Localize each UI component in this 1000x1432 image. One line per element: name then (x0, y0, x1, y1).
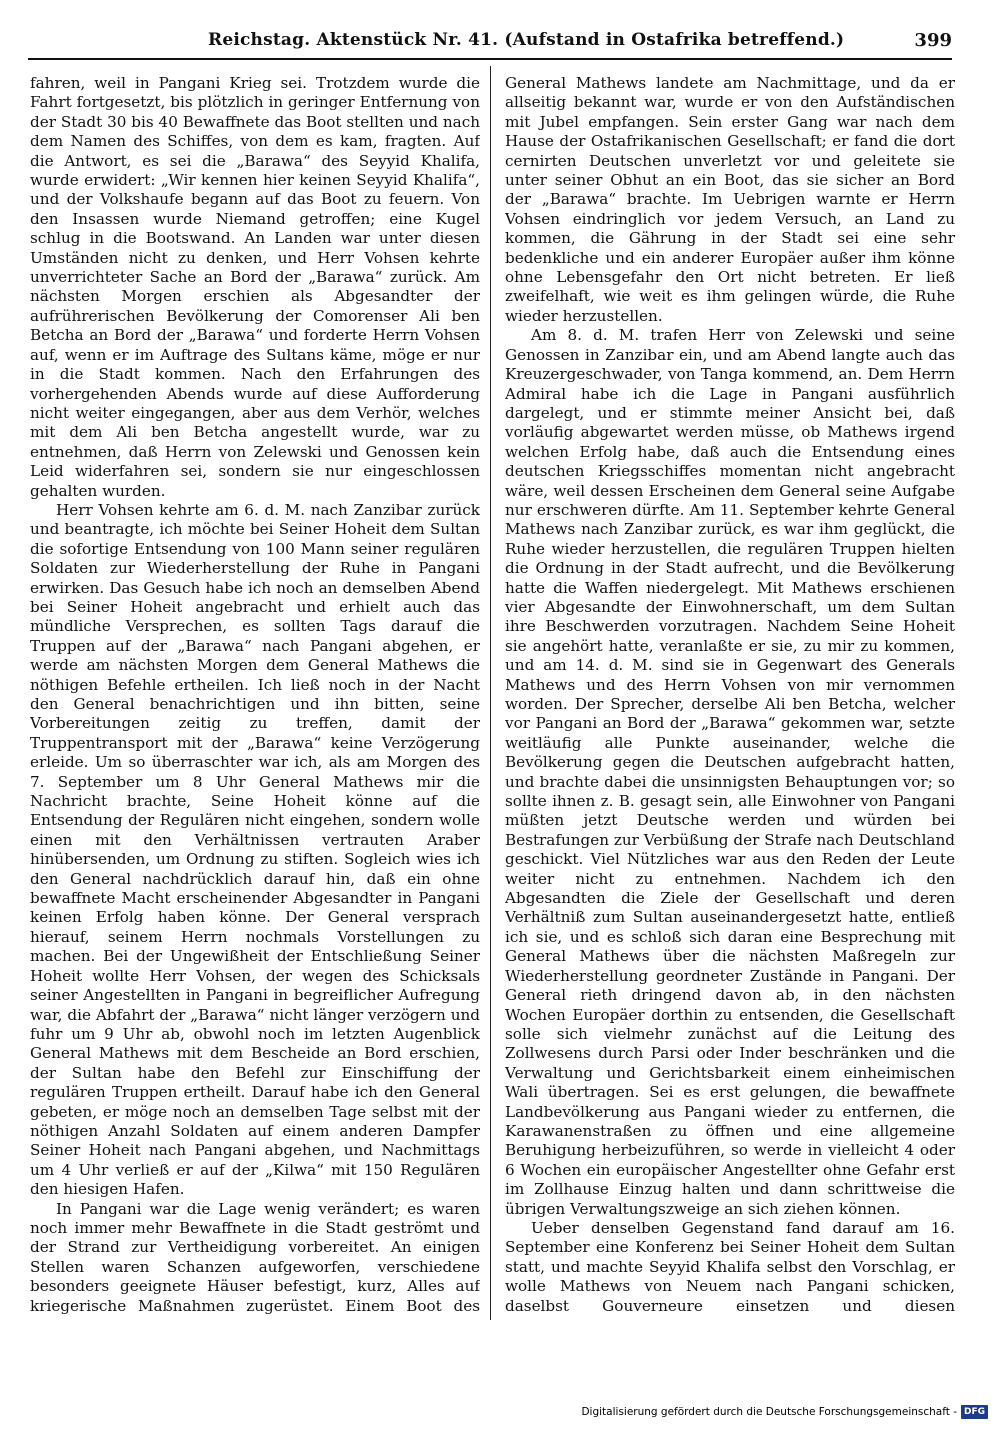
running-title: Reichstag. Aktenstück Nr. 41. (Aufstand in Ostafrika betreffend.) (208, 30, 845, 50)
right-column (505, 74, 955, 1314)
footer-text: Digitalisierung gefördert durch die Deutsche Forschungsgemeinschaft - (581, 1406, 957, 1418)
paragraph: Ueber denselben Gegenstand fand darauf am 16. September eine Konferenz bei Seiner Hoheit dem Sultan statt, und machte Seyyid Khalifa selbst den Vorschlag, er wolle Mathews von Neuem nach Pangani schicken, daselbst Gouverneure einsetzen und diesen (505, 1218, 955, 1314)
digitization-footer (581, 1404, 988, 1420)
paragraph: Am 8. d. M. trafen Herr von Zelewski und seine Genossen in Zanzibar ein, und am Abend langte auch das Kreuzergeschwader, von Tanga kommend, an. Dem Herrn Admiral habe ich die Lage in Pangani ausführlich dargelegt, und er stimmte meiner Ansicht bei, daß vorläufig abgewartet werden müsse, ob Mathews irgend welchen Erfolg habe, daß auch die Entsendung eines deutschen Kriegsschiffes momentan nicht angebracht wäre, weil dessen Erscheinen dem General seine Aufgabe nur erschweren dürfte. Am 11. September kehrte General Mathews nach Zanzibar zurück, es war ihm geglückt, die Ruhe wieder herzustellen, die regulären Truppen hielten die Ordnung in der Stadt aufrecht, und die Bevölkerung hatte die Waffen niedergelegt. Mit Mathews erschienen vier Abgesandte der Einwohnerschaft, um dem Sultan ihre Beschwerden vorzutragen. Nachdem Seine Hoheit sie angehört hatte, veranlaßte er sie, zu mir zu kommen, und am 14. d. M. sind sie in Gegenwart des Generals Mathews und des Herrn Vohsen von mir vernommen worden. Der Sprecher, derselbe Ali ben Betcha, welcher vor Pangani an Bord der „Barawa“ gekommen war, setzte weitläufig alle Punkte auseinander, welche die Bevölkerung gegen die Deutschen aufgebracht hatten, und brachte dabei die unsinnigsten Behauptungen vor; so sollte ihnen z. B. gesagt sein, alle Einwohner von Pangani müßten jetzt Deutsche werden und würden bei Bestrafungen zur Verbüßung der Strafe nach Deutschland geschickt. Viel Nützliches war aus den Reden der Leute weiter nicht zu entnehmen. Nachdem ich den Abgesandten die Ziele der Gesellschaft und deren Verhältniß zum Sultan auseinandergesetzt hatte, entließ ich sie, und es schloß sich daran eine Besprechung mit General Mathews über die nächsten Maßregeln zur Wiederherstellung geordneter Zustände in Pangani. Der General rieth dringend davon ab, in den nächsten Wochen Europäer dorthin zu entsenden, die Gesellschaft solle sich vielmehr zunächst auf die Leitung des Zollwesens durch Parsi oder Inder beschränken und die Verwaltung und Gerichtsbarkeit einem einheimischen Wali übertragen. Sei es erst gelungen, die bewaffnete Landbevölkerung aus Pangani wieder zu entfernen, die Karawanenstraßen zu öffnen und eine allgemeine Beruhigung herbeizuführen, so werde in vielleicht 4 oder 6 Wochen ein europäischer Angestellter ohne Gefahr erst im Zollhause Einzug halten und dann schrittweise die übrigen Verwaltungszweige an sich ziehen können. (505, 326, 955, 1218)
paragraph: fahren, weil in Pangani Krieg sei. Trotzdem wurde die Fahrt fortgesetzt, bis plötzlich in geringer Entfernung von der Stadt 30 bis 40 Bewaffnete das Boot stellten und nach dem Namen des Schiffes, von dem es kam, fragten. Auf die Antwort, es sei die „Barawa“ des Seyyid Khalifa, wurde erwidert: „Wir kennen hier keinen Seyyid Khalifa“, und der Volkshaufe begann auf das Boot zu feuern. Von den Insassen wurde Niemand getroffen; eine Kugel schlug in die Bootswand. An Landen war unter diesen Umständen nicht zu denken, und Herr Vohsen kehrte unverrichteter Sache an Bord der „Barawa“ zurück. Am nächsten Morgen erschien als Abgesandter der aufrührerischen Bevölkerung der Comorenser Ali ben Betcha an Bord der „Barawa“ und forderte Herrn Vohsen auf, wenn er im Auftrage des Sultans käme, möge er nur in die Stadt kommen. Nach den Erfahrungen des vorhergehenden Abends wurde auf diese Aufforderung nicht weiter eingegangen, aber aus dem Verhör, welches mit dem Ali ben Betcha angestellt wurde, war zu entnehmen, daß Herrn von Zelewski und Genossen kein Leid widerfahren sei, sondern sie nur eingeschlossen gehalten wurden. (30, 74, 480, 500)
header-rule (28, 58, 952, 60)
dfg-logo: DFG (961, 1405, 988, 1419)
column-divider (490, 66, 491, 1320)
paragraph: General Mathews landete am Nachmittage, und da er allseitig bekannt war, wurde er von den Aufständischen mit Jubel empfangen. Sein erster Gang war nach dem Hause der Ostafrikanischen Gesellschaft; er fand die dort cernirten Deutschen unverletzt vor und geleitete sie unter seiner Obhut an ein Boot, das sie sicher an Bord der „Barawa“ brachte. Im Uebrigen warnte er Herrn Vohsen eindringlich vor jedem Versuch, an Land zu kommen, die Gährung in der Stadt sei eine sehr bedenkliche und ein anderer Europäer außer ihm könne ohne Lebensgefahr den Ort nicht betreten. Er ließ zweifelhaft, wie weit es ihm gelingen würde, die Ruhe wieder herzustellen. (505, 74, 955, 325)
left-column (30, 74, 480, 1314)
paragraph: In Pangani war die Lage wenig verändert; es waren noch immer mehr Bewaffnete in die Stadt geströmt und der Strand zur Vertheidigung vorbereitet. An einigen Stellen waren Schanzen aufgeworfen, verschiedene besonders geeignete Häuser befestigt, kurz, Alles auf kriegerische Maßnahmen zugerüstet. Einem Boot des (30, 1199, 480, 1314)
paragraph: Herr Vohsen kehrte am 6. d. M. nach Zanzibar zurück und beantragte, ich möchte bei Seiner Hoheit dem Sultan die sofortige Entsendung von 100 Mann seiner regulären Soldaten zur Wiederherstellung der Ruhe in Pangani erwirken. Das Gesuch habe ich noch an demselben Abend bei Seiner Hoheit angebracht und erhielt auch das mündliche Versprechen, es sollten Tags darauf die Truppen auf der „Barawa“ nach Pangani abgehen, er werde am nächsten Morgen dem General Mathews die nöthigen Befehle ertheilen. Ich ließ noch in der Nacht den General benachrichtigen und ihn bitten, seine Vorbereitungen zeitig zu treffen, damit der Truppentransport mit der „Barawa“ keine Verzögerung erleide. Um so überraschter war ich, als am Morgen des 7. September um 8 Uhr General Mathews mir die Nachricht brachte, Seine Hoheit könne auf die Entsendung der Regulären nicht eingehen, sondern wolle einen mit den Verhältnissen vertrauten Araber hinübersenden, um Ordnung zu stiften. Sogleich wies ich den General nachdrücklich darauf hin, daß ein ohne bewaffnete Macht erscheinender Abgesandter in Pangani keinen Erfolg haben könne. Der General versprach hierauf, seinem Herrn nochmals Vorstellungen zu machen. Bei der Ungewißheit der Entschließung Seiner Hoheit wollte Herr Vohsen, der wegen des Schicksals seiner Angestellten in Pangani in begreiflicher Aufregung war, die Abfahrt der „Barawa“ nicht länger verzögern und fuhr um 9 Uhr ab, obwohl noch im letzten Augenblick General Mathews mit dem Bescheide an Bord erschien, der Sultan habe den Befehl zur Einschiffung der regulären Truppen ertheilt. Darauf habe ich den General gebeten, er möge noch an demselben Tage selbst mit der nöthigen Anzahl Soldaten auf einem anderen Dampfer Seiner Hoheit nach Pangani abgehen, und Nachmittags um 4 Uhr verließ er auf der „Kilwa“ mit 150 Regulären den hiesigen Hafen. (30, 500, 480, 1199)
page-number: 399 (914, 30, 952, 51)
page-header (28, 28, 952, 62)
